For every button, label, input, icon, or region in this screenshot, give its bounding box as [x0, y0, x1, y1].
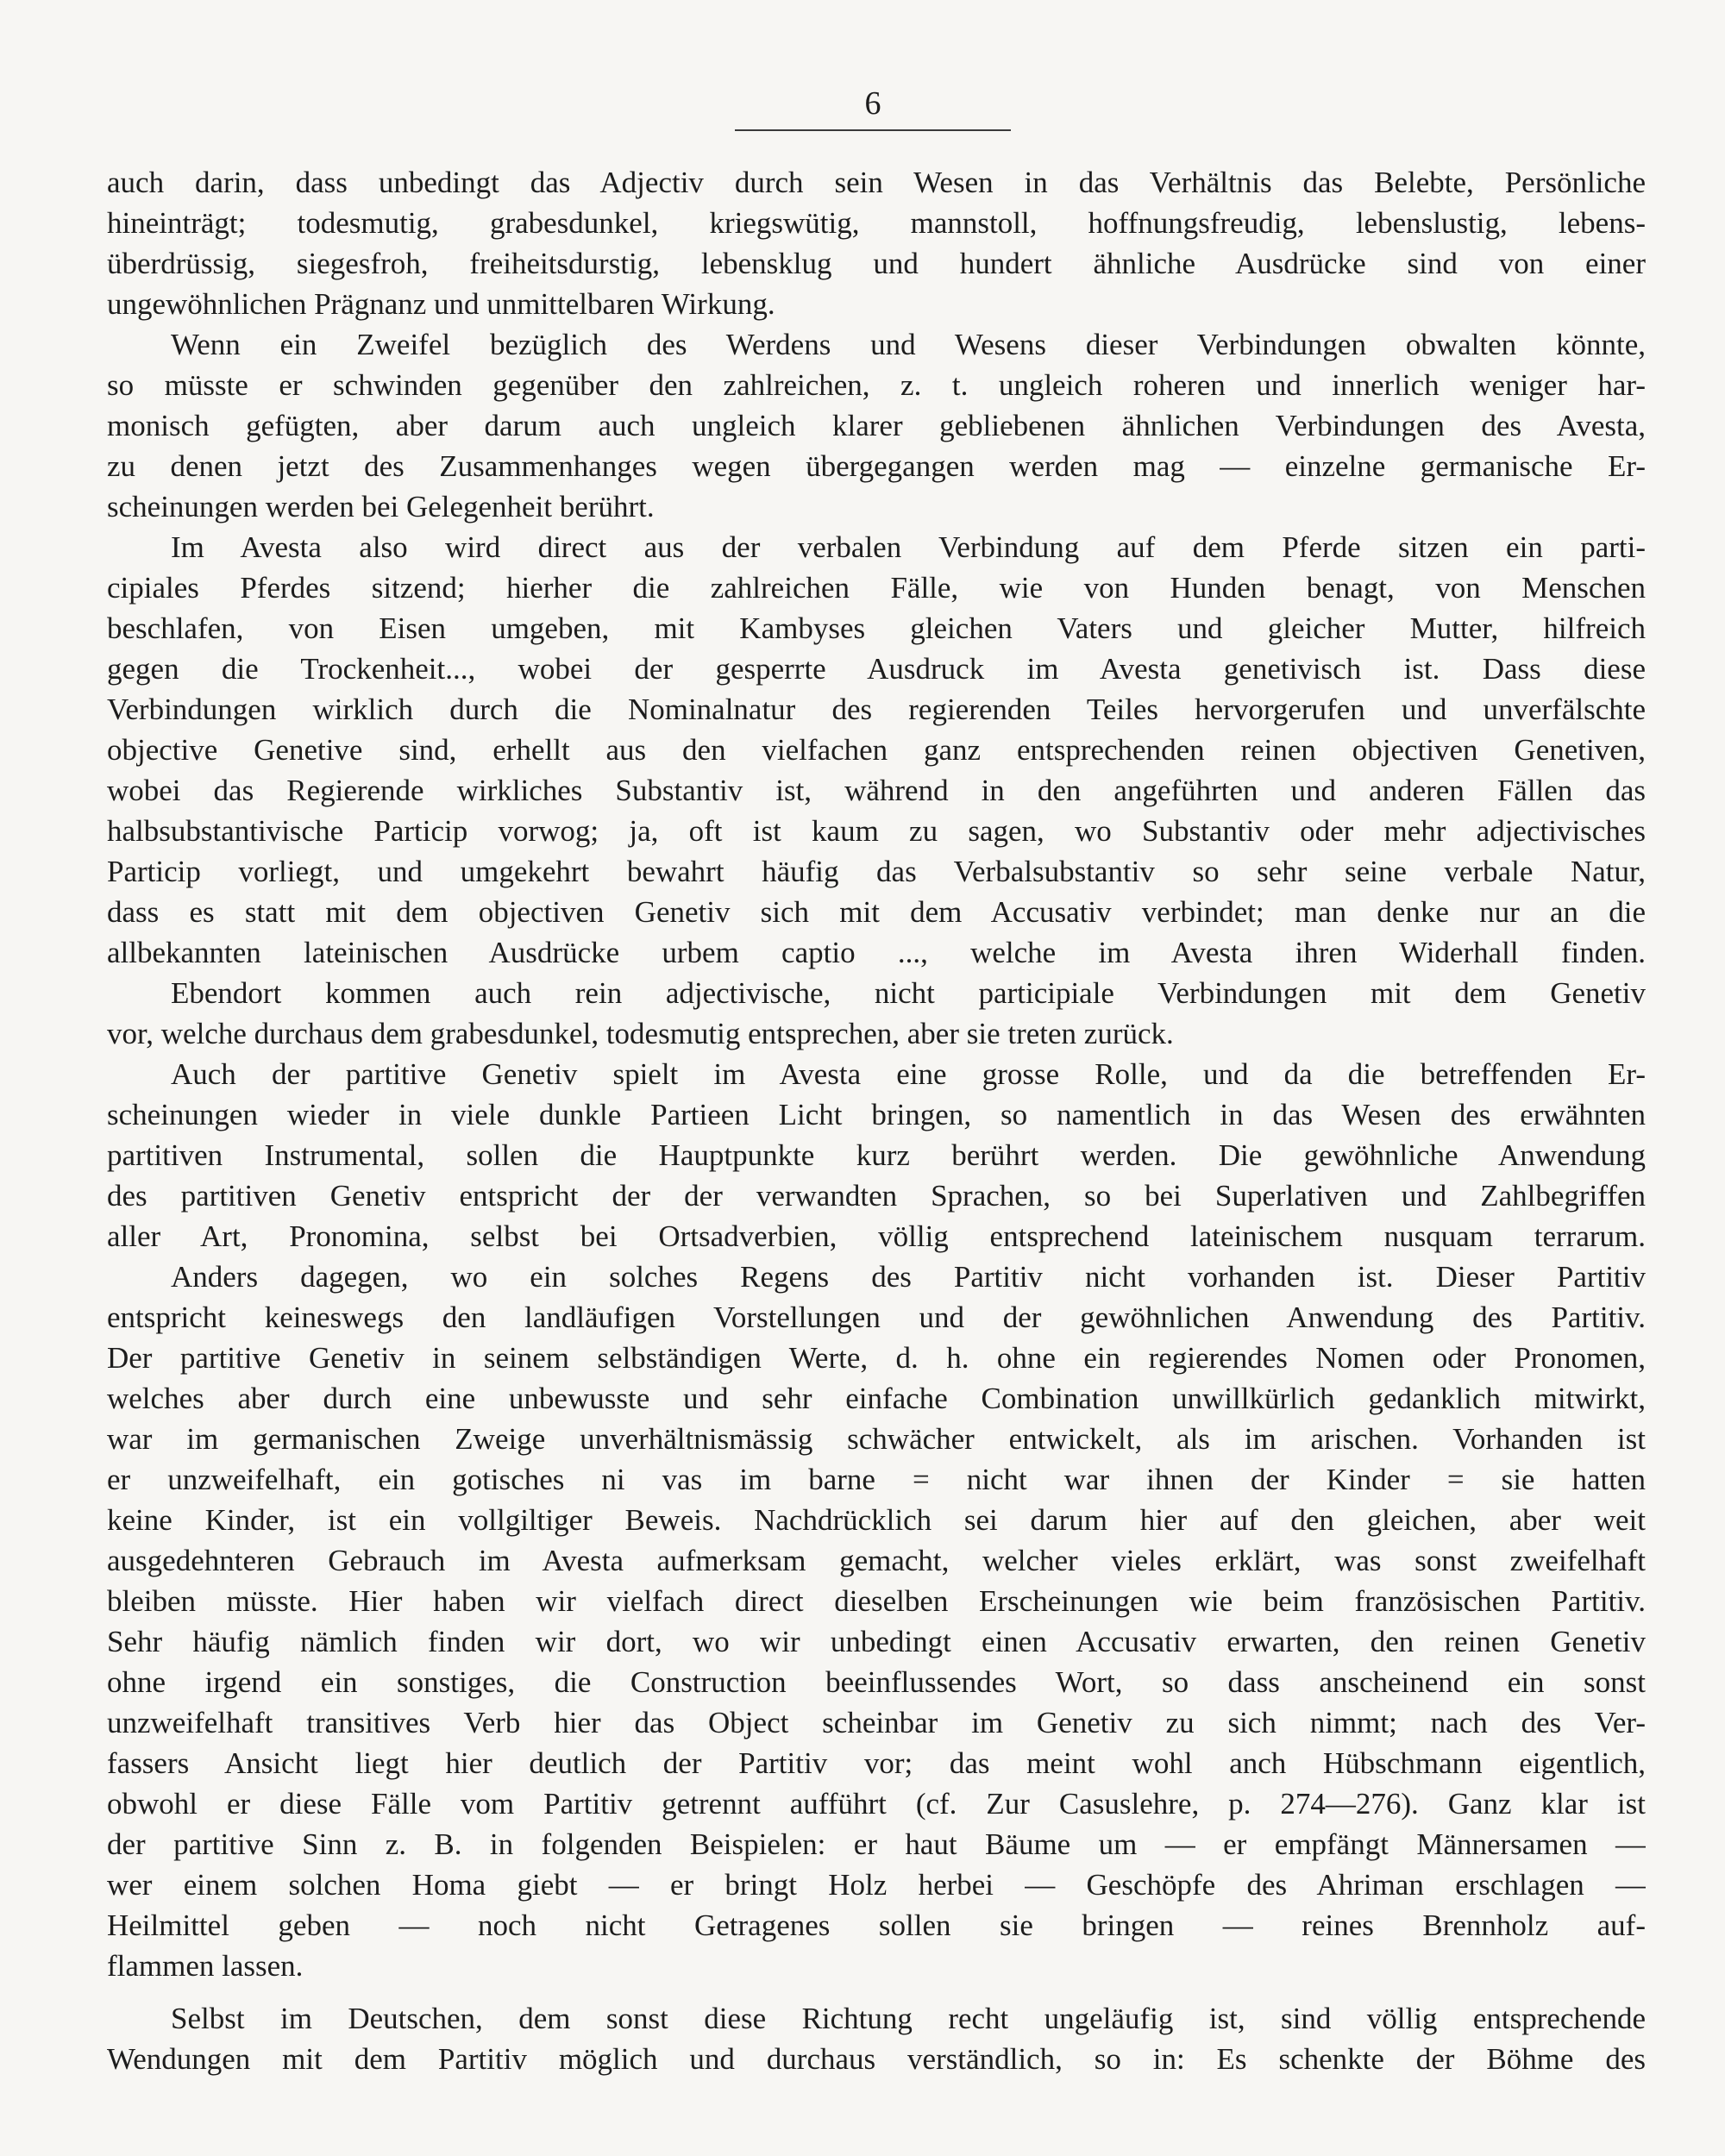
text-line: beschlafen, von Eisen umgeben, mit Kambyses gleichen Vaters und gleicher Mutter, hilfreich: [107, 611, 1646, 645]
text-line: obwohl er diese Fälle vom Partitiv getrennt aufführt (cf. Zur Casuslehre, p. 274—276). Ganz klar ist: [107, 1787, 1646, 1821]
text-line: des partitiven Genetiv entspricht der der verwandten Sprachen, so bei Superlativen und Zahlbegriffen: [107, 1179, 1646, 1213]
text-line: entspricht keineswegs den landläufigen Vorstellungen und der gewöhnlichen Anwendung des Partitiv.: [107, 1300, 1646, 1334]
text-line: welches aber durch eine unbewusste und sehr einfache Combination unwillkürlich gedanklich mitwirkt,: [107, 1382, 1646, 1415]
text-line: Wenn ein Zweifel bezüglich des Werdens und Wesens dieser Verbindungen obwalten könnte,: [171, 328, 1646, 361]
text-line: auch darin, dass unbedingt das Adjectiv durch sein Wesen in das Verhältnis das Belebte, Persönliche: [107, 166, 1646, 199]
text-line: monisch gefügten, aber darum auch ungleich klarer gebliebenen ähnlichen Verbindungen des Avesta,: [107, 409, 1646, 442]
text-line: zu denen jetzt des Zusammenhanges wegen übergegangen werden mag — einzelne germanische Er-: [107, 449, 1646, 483]
text-line: gegen die Trockenheit..., wobei der gesperrte Ausdruck im Avesta genetivisch ist. Dass diese: [107, 652, 1646, 686]
text-line: der partitive Sinn z. B. in folgenden Beispielen: er haut Bäume um — er empfängt Männersamen —: [107, 1827, 1646, 1861]
text-line: Sehr häufig nämlich finden wir dort, wo wir unbedingt einen Accusativ erwarten, den reinen Genetiv: [107, 1625, 1646, 1658]
text-line: wer einem solchen Homa giebt — er bringt Holz herbei — Geschöpfe des Ahriman erschlagen —: [107, 1868, 1646, 1902]
text-line: unzweifelhaft transitives Verb hier das Object scheinbar im Genetiv zu sich nimmt; nach des Ver-: [107, 1706, 1646, 1739]
text-line: cipiales Pferdes sitzend; hierher die zahlreichen Fälle, wie von Hunden benagt, von Menschen: [107, 571, 1646, 605]
text-line: hineinträgt; todesmutig, grabesdunkel, kriegswütig, mannstoll, hoffnungsfreudig, lebenslustig, lebens-: [107, 206, 1646, 240]
text-line: Verbindungen wirklich durch die Nominalnatur des regierenden Teiles hervorgerufen und unverfälschte: [107, 693, 1646, 726]
text-line: Wendungen mit dem Partitiv möglich und durchaus verständlich, so in: Es schenkte der Böhme des: [107, 2042, 1646, 2076]
text-line: Selbst im Deutschen, dem sonst diese Richtung recht ungeläufig ist, sind völlig entsprechende: [171, 2002, 1646, 2035]
text-line: fassers Ansicht liegt hier deutlich der Partitiv vor; das meint wohl anch Hübschmann eigentlich,: [107, 1746, 1646, 1780]
text-line: vor, welche durchaus dem grabesdunkel, todesmutig entsprechen, aber sie treten zurück.: [107, 1017, 1174, 1050]
text-line: Heilmittel geben — noch nicht Getragenes sollen sie bringen — reines Brennholz auf-: [107, 1908, 1646, 1942]
text-line: flammen lassen.: [107, 1949, 304, 1983]
text-line: Auch der partitive Genetiv spielt im Avesta eine grosse Rolle, und da die betreffenden Er-: [171, 1057, 1646, 1091]
text-line: Anders dagegen, wo ein solches Regens des Partitiv nicht vorhanden ist. Dieser Partitiv: [171, 1260, 1646, 1294]
text-line: Im Avesta also wird direct aus der verbalen Verbindung auf dem Pferde sitzen ein parti-: [171, 530, 1646, 564]
text-line: Particip vorliegt, und umgekehrt bewahrt häufig das Verbalsubstantiv so sehr seine verbale Natur,: [107, 855, 1646, 888]
page-number: 6: [864, 85, 881, 122]
text-line: scheinungen werden bei Gelegenheit berührt.: [107, 490, 655, 523]
text-line: ohne irgend ein sonstiges, die Construction beeinflussendes Wort, so dass anscheinend ein sonst: [107, 1665, 1646, 1699]
body-text: [107, 162, 1646, 2079]
text-line: aller Art, Pronomina, selbst bei Ortsadverbien, völlig entsprechend lateinischem nusquam terrarum.: [107, 1219, 1646, 1253]
text-line: allbekannten lateinischen Ausdrücke urbem captio ..., welche im Avesta ihren Widerhall finden.: [107, 936, 1646, 969]
text-line: halbsubstantivische Particip vorwog; ja, oft ist kaum zu sagen, wo Substantiv oder mehr adjectivisches: [107, 814, 1646, 848]
text-line: war im germanischen Zweige unverhältnismässig schwächer entwickelt, als im arischen. Vorhanden ist: [107, 1422, 1646, 1456]
text-line: partitiven Instrumental, sollen die Hauptpunkte kurz berührt werden. Die gewöhnliche Anwendung: [107, 1138, 1646, 1172]
text-line: wobei das Regierende wirkliches Substantiv ist, während in den angeführten und anderen Fällen das: [107, 774, 1646, 807]
header-rule: [735, 129, 1011, 131]
text-line: objective Genetive sind, erhellt aus den vielfachen ganz entsprechenden reinen objectiven Genetiven,: [107, 733, 1646, 767]
text-line: bleiben müsste. Hier haben wir vielfach direct dieselben Erscheinungen wie beim französischen Partitiv.: [107, 1584, 1646, 1618]
text-line: ungewöhnlichen Prägnanz und unmittelbaren Wirkung.: [107, 287, 775, 321]
text-line: ausgedehnteren Gebrauch im Avesta aufmerksam gemacht, welcher vieles erklärt, was sonst zweifelhaft: [107, 1544, 1646, 1577]
text-line: überdrüssig, siegesfroh, freiheitsdurstig, lebensklug und hundert ähnliche Ausdrücke sind von einer: [107, 247, 1646, 280]
text-line: scheinungen wieder in viele dunkle Partieen Licht bringen, so namentlich in das Wesen des erwähnten: [107, 1098, 1646, 1131]
text-line: Der partitive Genetiv in seinem selbständigen Werte, d. h. ohne ein regierendes Nomen oder Pronomen,: [107, 1341, 1646, 1375]
text-line: dass es statt mit dem objectiven Genetiv sich mit dem Accusativ verbindet; man denke nur an die: [107, 895, 1646, 929]
text-line: keine Kinder, ist ein vollgiltiger Beweis. Nachdrücklich sei darum hier auf den gleichen, aber weit: [107, 1503, 1646, 1537]
text-line: er unzweifelhaft, ein gotisches ni vas im barne = nicht war ihnen der Kinder = sie hatten: [107, 1463, 1646, 1496]
text-line: Ebendort kommen auch rein adjectivische, nicht participiale Verbindungen mit dem Genetiv: [171, 976, 1646, 1010]
text-line: so müsste er schwinden gegenüber den zahlreichen, z. t. ungleich roheren und innerlich weniger har-: [107, 368, 1646, 402]
